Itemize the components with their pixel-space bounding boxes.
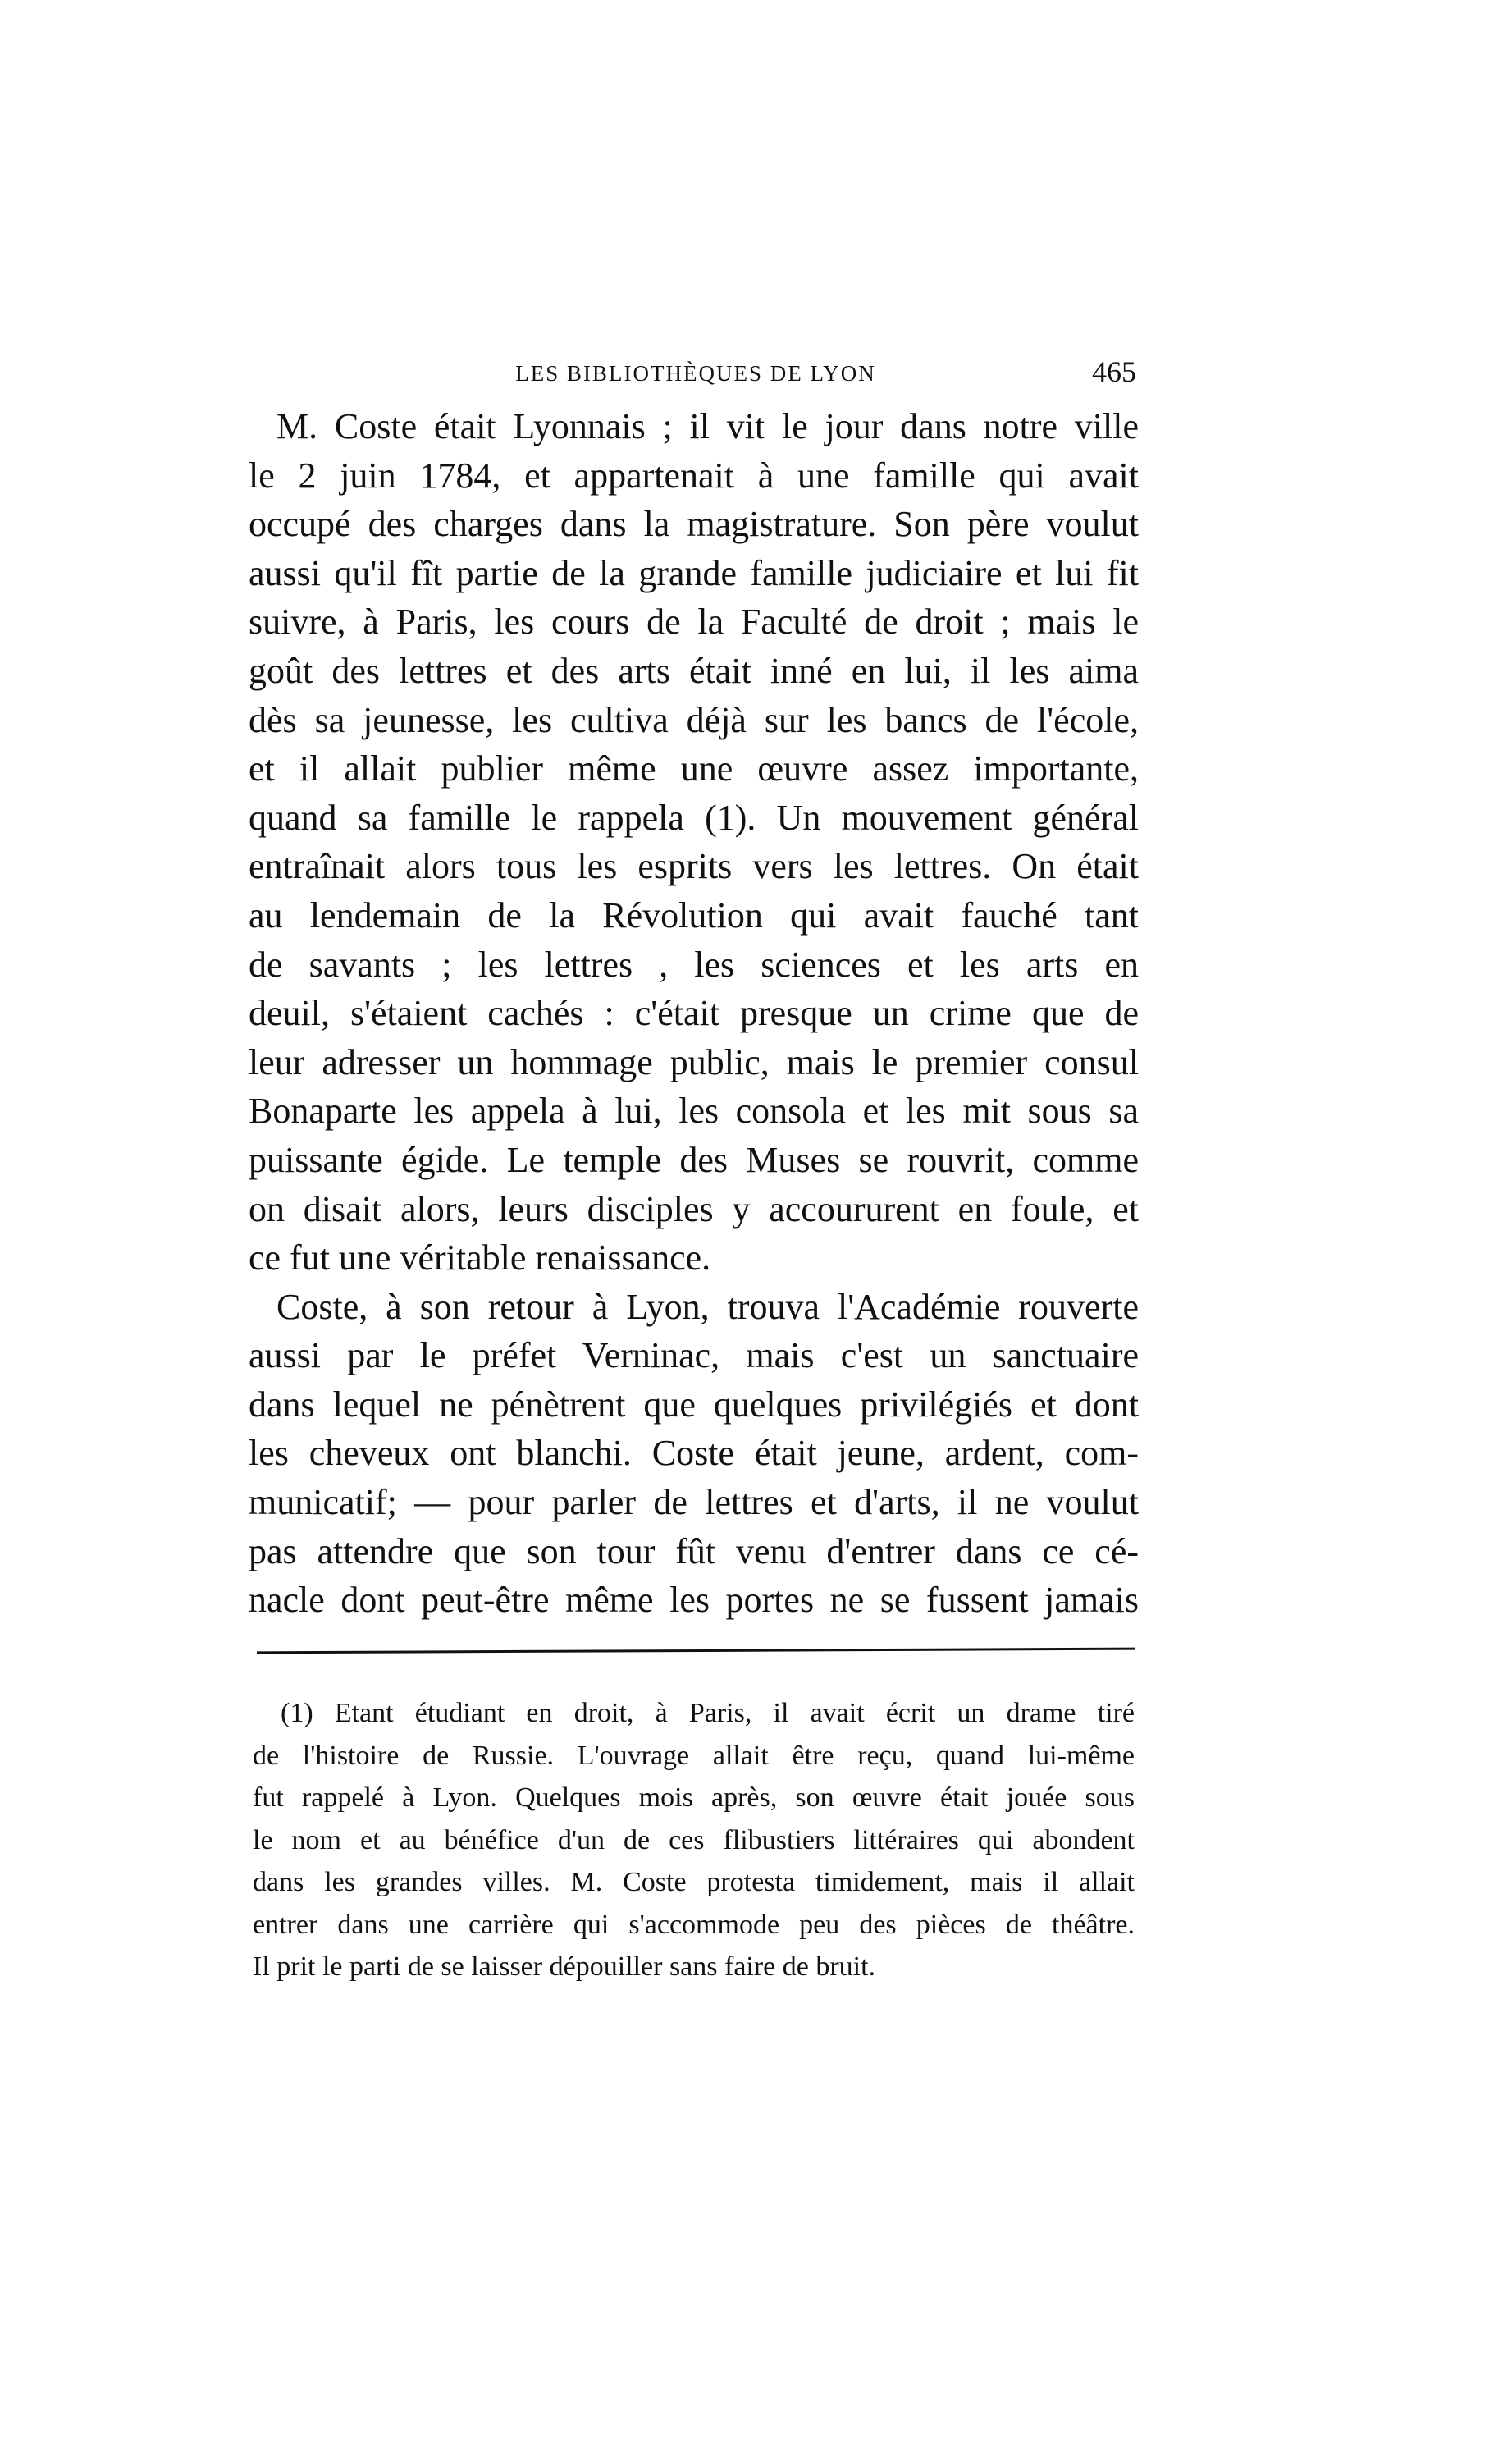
- body-line: les cheveux ont blanchi. Coste était jeune, ardent, com-: [249, 1433, 1139, 1474]
- footnote: [253, 1692, 1135, 1988]
- body-line: leur adresser un hommage public, mais le premier consul: [249, 1041, 1139, 1082]
- body-line: dès sa jeunesse, les cultiva déjà sur les bancs de l'école,: [249, 699, 1139, 740]
- body-line: de savants ; les lettres , les sciences et les arts en: [249, 944, 1139, 985]
- body-line: Bonaparte les appela à lui, les consola et les mit sous sa: [249, 1091, 1139, 1132]
- page-header: [249, 355, 1143, 387]
- page-number: 465: [1092, 355, 1136, 388]
- body-line: entraînait alors tous les esprits vers les lettres. On était: [249, 846, 1139, 887]
- body-line: municatif; — pour parler de lettres et d'arts, il ne voulut: [249, 1482, 1139, 1523]
- body-line: suivre, à Paris, les cours de la Faculté de droit ; mais le: [249, 602, 1139, 643]
- running-head: LES BIBLIOTHÈQUES DE LYON: [515, 361, 876, 386]
- body-line: deuil, s'étaient cachés : c'était presque un crime que de: [249, 993, 1139, 1034]
- footnote-line: entrer dans une carrière qui s'accommode peu des pièces de théâtre.: [253, 1909, 1135, 1940]
- footnote-line: le nom et au bénéfice d'un de ces flibustiers littéraires qui abondent: [253, 1824, 1135, 1855]
- body-line: le 2 juin 1784, et appartenait à une famille qui avait: [249, 455, 1139, 496]
- footnote-line: fut rappelé à Lyon. Quelques mois après, son œuvre était jouée sous: [253, 1782, 1135, 1813]
- body-line: on disait alors, leurs disciples y accoururent en foule, et: [249, 1188, 1139, 1229]
- body-text: [249, 402, 1139, 1625]
- footnote-line: dans les grandes villes. M. Coste protesta timidement, mais il allait: [253, 1867, 1135, 1897]
- body-line: M. Coste était Lyonnais ; il vit le jour dans notre ville: [276, 406, 1139, 446]
- body-line: et il allait publier même une œuvre assez importante,: [249, 748, 1139, 789]
- body-line: ce fut une véritable renaissance.: [249, 1237, 711, 1279]
- body-line: au lendemain de la Révolution qui avait fauché tant: [249, 894, 1139, 936]
- body-line: Coste, à son retour à Lyon, trouva l'Académie rouverte: [276, 1286, 1139, 1327]
- body-line: pas attendre que son tour fût venu d'entrer dans ce cé-: [249, 1530, 1139, 1571]
- body-line: nacle dont peut-être même les portes ne se fussent jamais: [249, 1580, 1139, 1621]
- body-line: aussi qu'il fît partie de la grande famille judiciaire et lui fit: [249, 552, 1139, 593]
- footnote-line: (1) Etant étudiant en droit, à Paris, il avait écrit un drame tiré: [281, 1698, 1135, 1728]
- footnote-line: Il prit le parti de se laisser dépouiller sans faire de bruit.: [253, 1951, 876, 1982]
- footnote-rule: [257, 1648, 1135, 1654]
- body-line: aussi par le préfet Verninac, mais c'est un sanctuaire: [249, 1335, 1139, 1376]
- body-line: puissante égide. Le temple des Muses se rouvrit, comme: [249, 1139, 1139, 1180]
- body-line: quand sa famille le rappela (1). Un mouvement général: [249, 797, 1139, 838]
- body-line: goût des lettres et des arts était inné en lui, il les aima: [249, 650, 1139, 691]
- body-line: dans lequel ne pénètrent que quelques privilégiés et dont: [249, 1384, 1139, 1425]
- body-line: occupé des charges dans la magistrature. Son père voulut: [249, 504, 1139, 545]
- footnote-line: de l'histoire de Russie. L'ouvrage allait être reçu, quand lui-même: [253, 1740, 1135, 1771]
